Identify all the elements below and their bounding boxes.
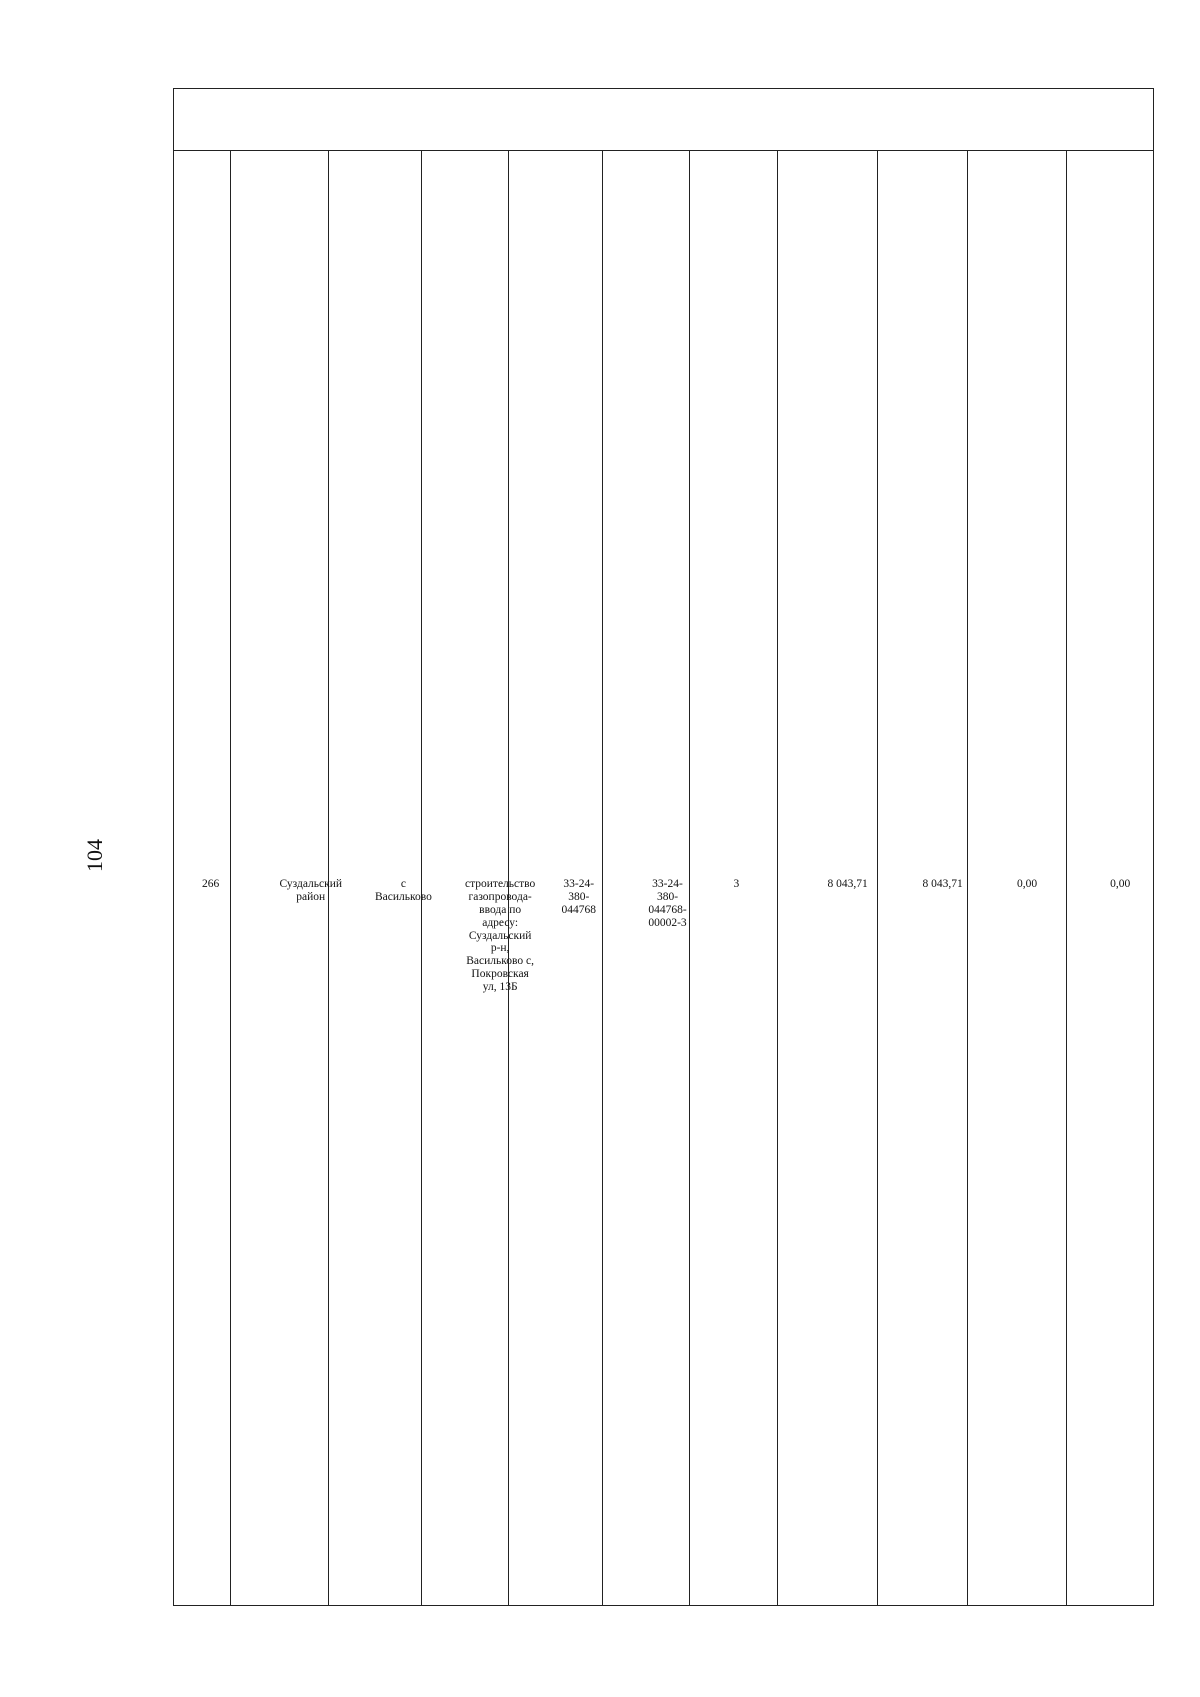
cell-district: Суздальский район (231, 151, 329, 1606)
cell-object-id: 33-24-380-044768 (509, 151, 603, 1606)
cell-settlement: с Васильково (329, 151, 422, 1606)
cell-contract-no: 33-24-380-044768-00002-3 (603, 151, 690, 1606)
page-number: 104 (82, 839, 107, 872)
cell-category: 3 (690, 151, 778, 1606)
table-row (174, 151, 1154, 1606)
cell-description: строительство газопровода-ввода по адресу: Суздальский р-н, Васильково с, Покровская ул, 13Б (422, 151, 509, 1606)
registry-table (173, 88, 1154, 1606)
continuation-row (174, 89, 1154, 151)
cell-v1: 8 043,71 (778, 151, 878, 1606)
cell-v3: 0,00 (968, 151, 1067, 1606)
cell-v4: 0,00 (1067, 151, 1154, 1606)
cell-num: 266 (174, 151, 231, 1606)
cell-v2: 8 043,71 (878, 151, 968, 1606)
